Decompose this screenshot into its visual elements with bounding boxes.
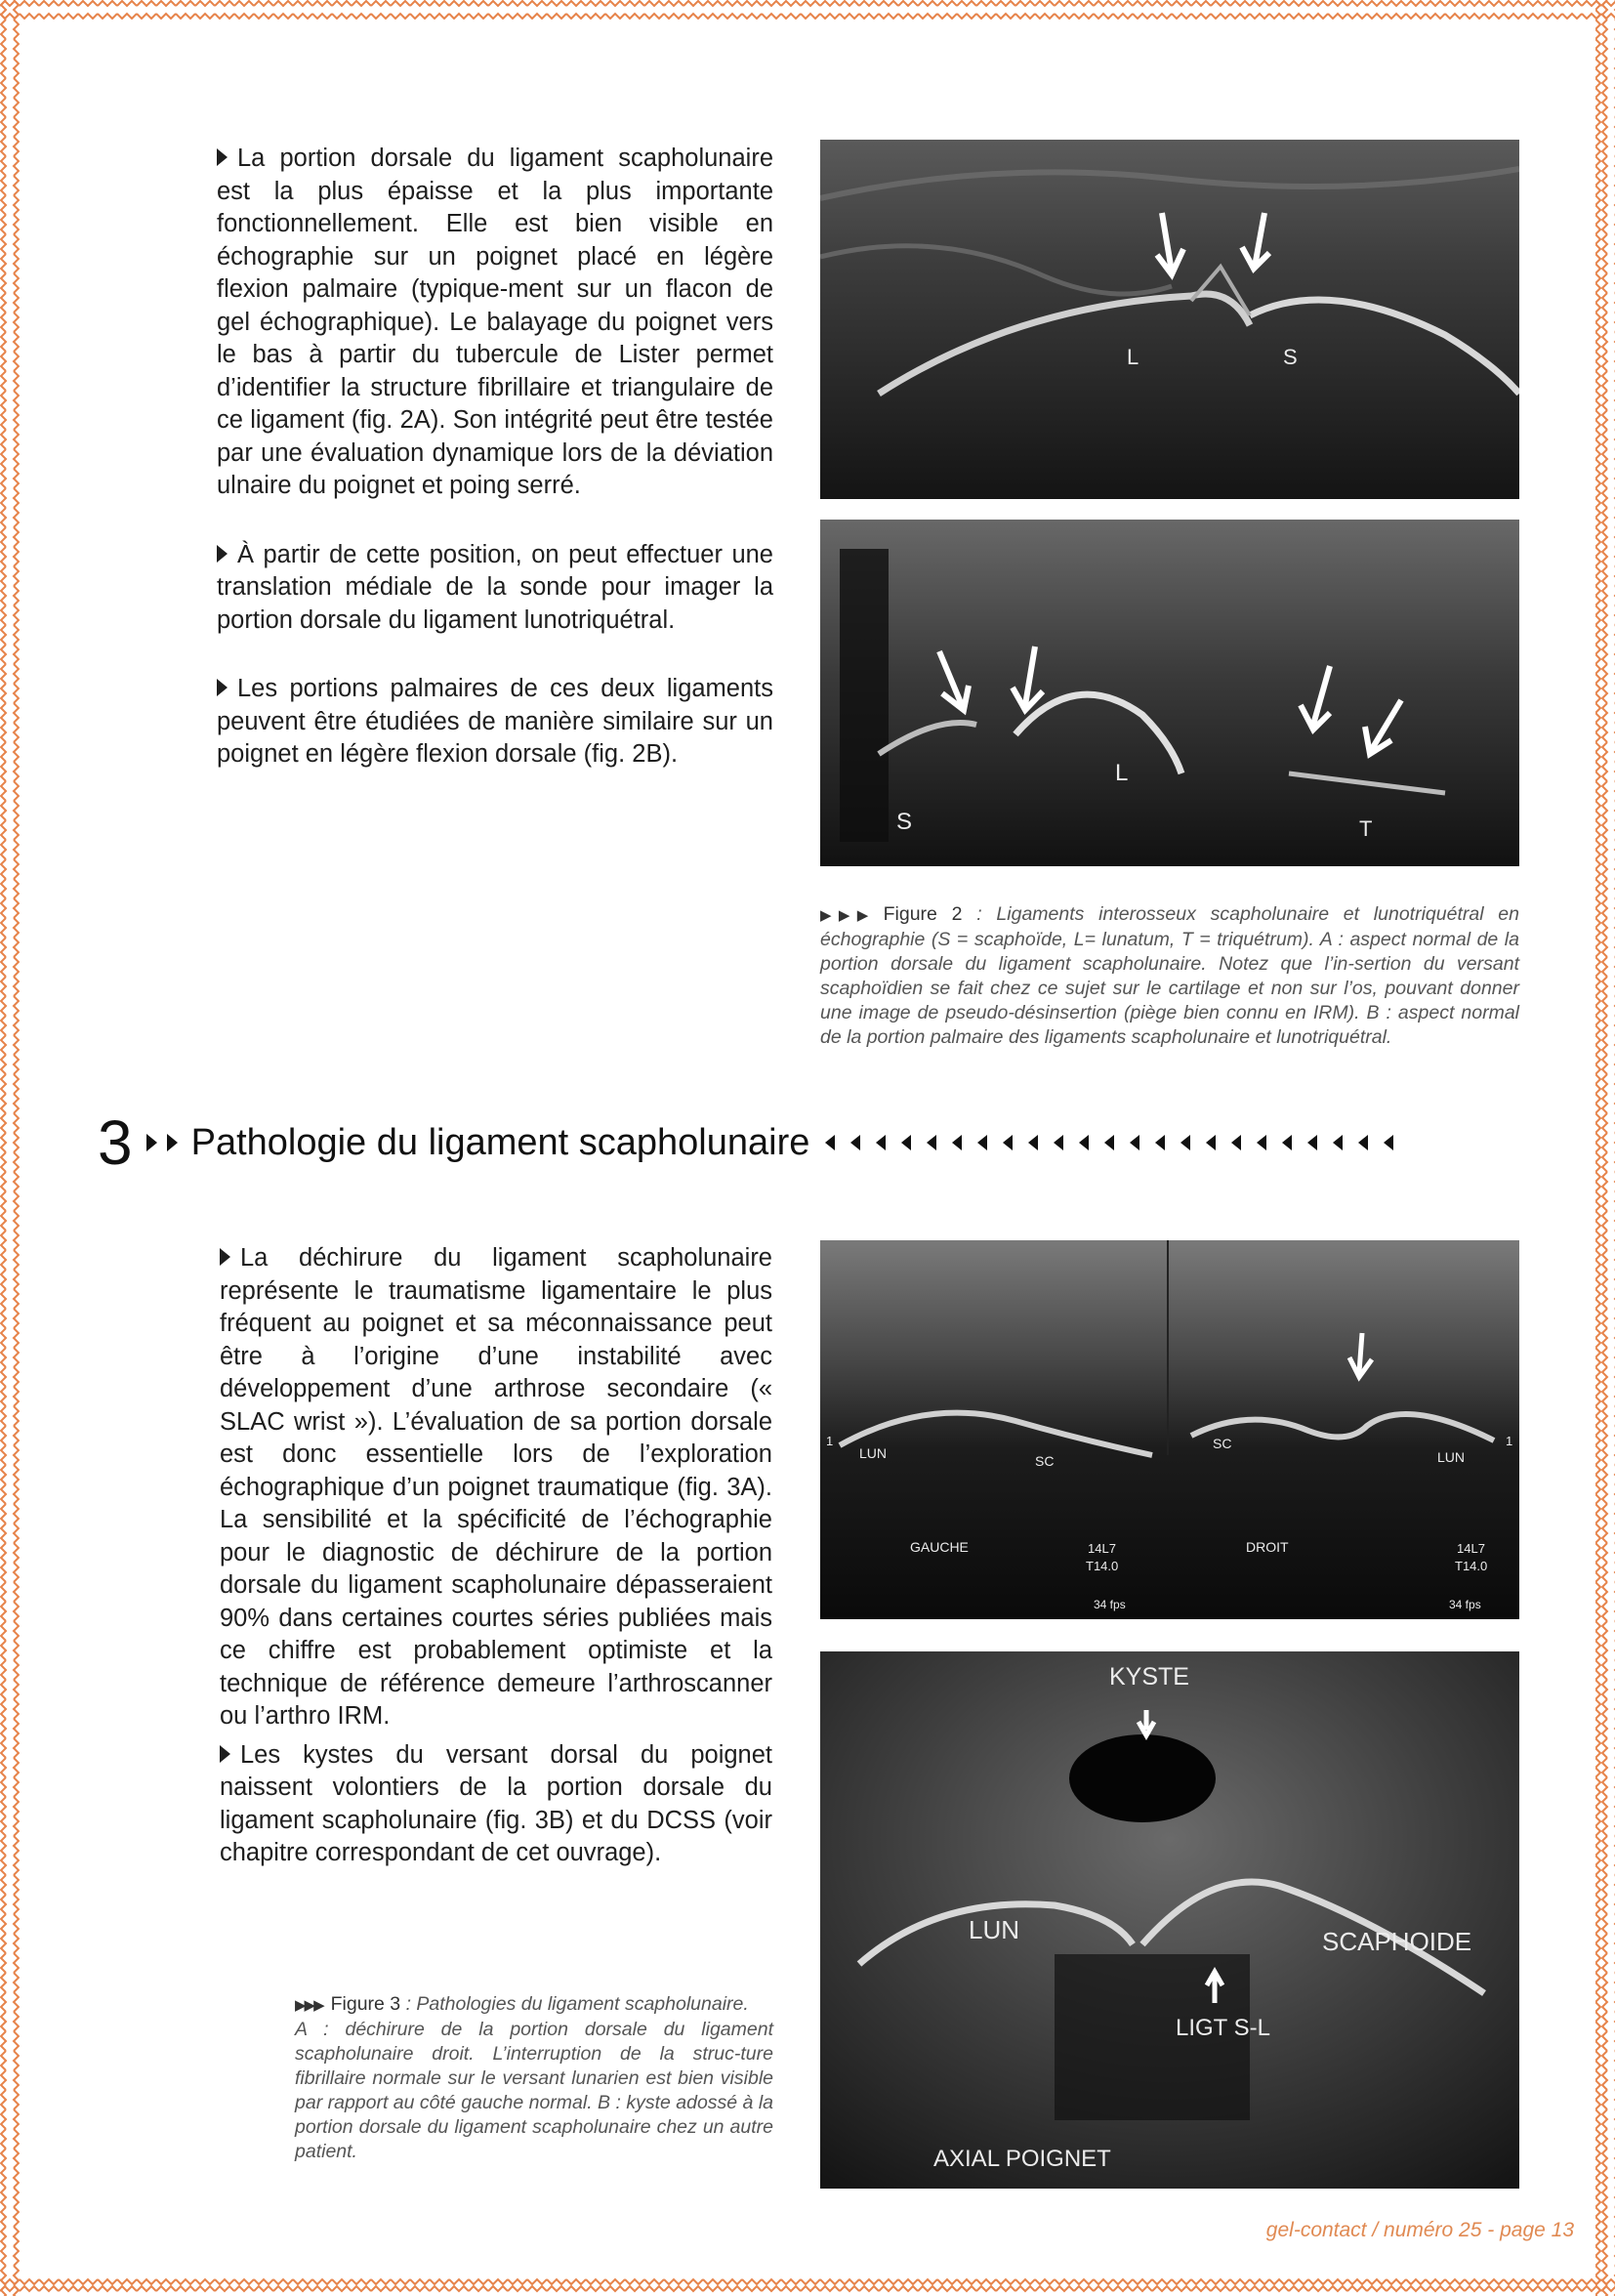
label-side-right: DROIT	[1246, 1539, 1289, 1555]
left-arrow-icon	[1257, 1135, 1266, 1150]
left-arrow-icon	[1282, 1135, 1292, 1150]
left-arrow-icon	[1054, 1135, 1063, 1150]
bullet-arrow-icon	[220, 1248, 230, 1266]
left-arrow-icon	[1206, 1135, 1216, 1150]
label-view: AXIAL POIGNET	[933, 2146, 1111, 2172]
ultrasound-texture	[820, 140, 1519, 499]
left-arrow-icon	[901, 1135, 911, 1150]
bullet-arrow-icon	[220, 1745, 230, 1763]
left-arrow-icon	[1231, 1135, 1241, 1150]
figure-2-caption	[820, 902, 1519, 1050]
figure-2b-ultrasound-image	[820, 520, 1519, 866]
intro-text	[217, 143, 773, 772]
left-arrow-icon	[1307, 1135, 1317, 1150]
fps-left: 34 fps	[1094, 1598, 1126, 1611]
label-lunatum: L	[1127, 345, 1139, 369]
section-number: 3	[98, 1107, 133, 1178]
decorative-left-arrows-icon	[825, 1135, 1393, 1150]
thermal-right: T14.0	[1455, 1559, 1488, 1573]
figure-3-caption	[295, 1992, 773, 2164]
depth-marker: 1	[1506, 1434, 1513, 1448]
label-kyste: KYSTE	[1109, 1663, 1189, 1691]
left-arrow-icon	[927, 1135, 936, 1150]
caption-lead: : Pathologies du ligament scapholunaire.	[400, 1993, 749, 2015]
left-arrow-icon	[1384, 1135, 1393, 1150]
depth-marker: 1	[826, 1434, 834, 1448]
caption-figure-label: Figure 2	[883, 903, 963, 925]
left-arrow-icon	[1104, 1135, 1114, 1150]
label-scaphoid: SCAPHOIDE	[1322, 1927, 1472, 1956]
label-ligament: LIGT S-L	[1176, 2015, 1270, 2041]
label-scaphoid-left: SC	[1035, 1453, 1055, 1469]
left-arrow-icon	[1333, 1135, 1343, 1150]
left-arrow-icon	[1155, 1135, 1165, 1150]
paragraph: La portion dorsale du ligament scapholunaire est la plus épaisse et la plus importante fonctionnellement. Elle est bien visible en échographie sur un poignet placé en légère flexion palmaire (typique-ment sur un flacon de gel échographique). Le balayage du poignet vers le bas à partir du tubercule de Lister permet d’identifier la structure fibrillaire et triangulaire de ce ligament (fig. 2A). Son intégrité peut être testée par une évaluation dynamique lors de la déviation ulnaire du poignet et poing serré.	[217, 145, 773, 499]
paragraph: Les portions palmaires de ces deux ligaments peuvent être étudiées de manière similaire sur un poignet en légère flexion dorsale (fig. 2B).	[217, 675, 773, 768]
left-arrow-icon	[1028, 1135, 1038, 1150]
figure-3b-ultrasound-image	[820, 1651, 1519, 2189]
section-title: Pathologie du ligament scapholunaire	[190, 1121, 810, 1163]
caption-figure-label: Figure 3	[330, 1993, 401, 2015]
label-scaphoid: S	[896, 809, 913, 835]
left-arrow-icon	[876, 1135, 886, 1150]
left-arrow-icon	[977, 1135, 987, 1150]
label-lunatum: LUN	[969, 1915, 1020, 1944]
ultrasound-texture	[820, 520, 1519, 866]
paragraph: La déchirure du ligament scapholunaire représente le traumatisme ligamentaire le plus fréquent au poignet et sa méconnaissance peut être à l’origine d’une instabilité avec développement d’une arthrose secondaire (« SLAC wrist »). L’évaluation de sa portion dorsale est donc essentielle lors de l’exploration échographique d’un poignet traumatique (fig. 3A). La sensibilité et la spécificité de l’échographie pour le diagnostic de déchirure de la portion dorsale du ligament scapholunaire dépasseraient 90% dans certaines courtes séries publiées mais ce chiffre est probablement optimiste et la technique de référence demeure l’arthroscanner ou l’arthro IRM.	[220, 1244, 772, 1730]
caption-text: : Ligaments interosseux scapholunaire et lunotriquétral en échographie (S = scaphoïde, L= lunatum, T = triquétrum). A : aspect normal de la portion dorsale du ligament scapholunaire. Notez que l’in-sertion du versant scaphoïdien se fait chez ce sujet sur le cartilage et non sur l’os, pouvant donner une image de pseudo-désinsertion (piège bien connu en IRM). B : aspect normal de la portion palmaire des ligaments scapholunaire et lunotriquétral.	[820, 903, 1519, 1048]
bullet-arrow-icon	[217, 148, 228, 166]
label-scaphoid: S	[1283, 345, 1298, 369]
fps-right: 34 fps	[1449, 1598, 1481, 1611]
section-3-text	[220, 1242, 772, 1870]
left-arrow-icon	[1003, 1135, 1013, 1150]
thermal-left: T14.0	[1086, 1559, 1119, 1573]
left-arrow-icon	[1358, 1135, 1368, 1150]
probe-left: 14L7	[1088, 1541, 1116, 1556]
left-arrow-icon	[850, 1135, 860, 1150]
left-arrow-icon	[1079, 1135, 1089, 1150]
left-arrow-icon	[952, 1135, 962, 1150]
left-arrow-icon	[1180, 1135, 1190, 1150]
ultrasound-texture	[820, 1651, 1519, 2189]
label-lunatum-left: LUN	[859, 1445, 888, 1461]
caption-arrows-icon: ▶▶▶	[820, 907, 876, 924]
figure-2a-ultrasound-image	[820, 140, 1519, 499]
label-triquetrum: T	[1359, 816, 1373, 841]
paragraph: Les kystes du versant dorsal du poignet naissent volontiers de la portion dorsale du ligament scapholunaire (fig. 3B) et du DCSS (voir chapitre correspondant de cet ouvrage).	[220, 1740, 772, 1866]
ultrasound-texture	[820, 1240, 1519, 1619]
caption-arrows-icon: ▶▶▶	[295, 1997, 323, 2014]
label-lunatum-right: LUN	[1437, 1449, 1466, 1465]
caption-text: A : déchirure de la portion dorsale du ligament scapholunaire droit. L’interruption de la struc-ture fibrillaire normale sur le versant lunarien est bien visible par rapport au côté gauche normal. B : kyste adossé à la portion dorsale du ligament scapholunaire chez un autre patient.	[295, 2019, 773, 2162]
section-arrows-icon	[146, 1134, 178, 1151]
label-side-left: GAUCHE	[910, 1539, 969, 1555]
left-arrow-icon	[1130, 1135, 1139, 1150]
probe-right: 14L7	[1457, 1541, 1485, 1556]
label-lunatum: L	[1115, 760, 1129, 786]
bullet-arrow-icon	[217, 545, 228, 563]
paragraph: À partir de cette position, on peut effectuer une translation médiale de la sonde pour imager la portion dorsale du ligament lunotriquétral.	[217, 540, 773, 634]
label-scaphoid-right: SC	[1213, 1436, 1232, 1451]
page-footer: gel-contact / numéro 25 - page 13	[1265, 2219, 1574, 2241]
left-arrow-icon	[825, 1135, 835, 1150]
figure-3a-ultrasound-image	[820, 1240, 1519, 1619]
section-3-header	[98, 1108, 1543, 1177]
bullet-arrow-icon	[217, 679, 228, 696]
